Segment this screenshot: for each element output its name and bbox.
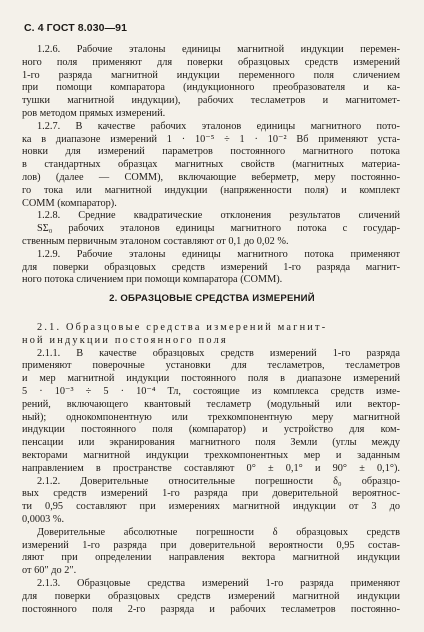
text-line: тушки магнитной индукции), рабочих тесламетров и магнитомет- bbox=[22, 95, 400, 107]
text-line: и мер магнитной индукции постоянного поля в диапазоне измерений bbox=[22, 373, 400, 385]
text-line: ров методом прямых измерений. bbox=[22, 107, 166, 119]
subsection-title: ной индукции постоянного поля bbox=[22, 334, 228, 346]
text-line: рений, включающего квантовый тесламетр (модульный или вектор- bbox=[22, 398, 400, 410]
text-line: 1-го разряда магнитной индукции переменного поля сличением bbox=[22, 69, 400, 81]
text-line: 1.2.8. Средние квадратические отклонения результатов сличений bbox=[37, 210, 400, 222]
text-line: применяют поверочные установки для тесламетров, тесламетров bbox=[22, 360, 400, 372]
text-line: векторами магнитной индукции трехкомпонентных мер и заданным bbox=[22, 449, 400, 461]
text-line: 1.2.9. Рабочие эталоны единицы магнитного потока применяют bbox=[37, 248, 400, 260]
text-line: ного потока сличением при помощи компаратора (СОММ). bbox=[22, 274, 283, 286]
text-line: от 60″ до 2″. bbox=[22, 565, 77, 577]
text-line: Доверительные абсолютные погрешности δ образцовых средств bbox=[37, 526, 400, 538]
text-line: измерений 1-го разряда при доверительной вероятности 0,95 состав- bbox=[22, 539, 400, 551]
text-line: для поверки образцовых средств измерений 1-го разряда магнит- bbox=[22, 261, 400, 273]
page-header: С. 4 ГОСТ 8.030—91 bbox=[24, 22, 128, 34]
text-line: ственным первичным эталоном составляют от 0,1 до 0,02 %. bbox=[22, 235, 289, 247]
text-line: SΣ₀ рабочих эталонов единицы магнитного потока с государ- bbox=[37, 223, 400, 235]
text-line: направлением в пространстве составляют 0° ± 0,1° и 90° ± 0,1°). bbox=[22, 462, 400, 474]
text-line: новки для измерений параметров постоянного магнитного потока bbox=[22, 146, 400, 158]
text-line: 5 · 10⁻³ ÷ 5 · 10⁻⁴ Тл, состоящие из комплекса средств изме- bbox=[22, 385, 400, 397]
text-line: вых средств измерений 1-го разряда при доверительной вероятнос- bbox=[22, 488, 400, 500]
text-line: постоянного поля 2-го разряда и рабочих тесламетров постоянно- bbox=[22, 603, 400, 615]
text-line: 0,0003 %. bbox=[22, 513, 65, 525]
text-line: пенсации или экранирования магнитного поля Земли (углы между bbox=[22, 437, 400, 449]
section-1-2-text bbox=[22, 44, 400, 287]
text-line: 2.1.1. В качестве образцовых средств измерений 1-го разряда bbox=[37, 347, 400, 359]
text-line: лов) (далее — СОММ), включающие веберметр, меру постоянно- bbox=[22, 171, 400, 183]
section-2-text bbox=[22, 322, 400, 616]
text-line: ка в диапазоне измерений 1 · 10⁻⁵ ÷ 1 · 10⁻² Вб применяют уста- bbox=[22, 133, 400, 145]
text-line: 2.1.2. Доверительные относительные погрешности δ₀ образцо- bbox=[37, 475, 400, 487]
text-line: ляют при определении направления вектора магнитной индукции bbox=[22, 552, 400, 564]
text-line: 2.1.3. Образцовые средства измерений 1-го разряда применяют bbox=[37, 577, 400, 589]
section-heading: 2. ОБРАЗЦОВЫЕ СРЕДСТВА ИЗМЕРЕНИЙ bbox=[109, 293, 315, 304]
text-line: 1.2.7. В качестве рабочих эталонов единицы магнитного пото- bbox=[37, 120, 400, 132]
text-line: 1.2.6. Рабочие эталоны единицы магнитной индукции перемен- bbox=[37, 44, 400, 55]
text-line: ный); однокомпонентную или трехкомпонентную меру магнитной bbox=[22, 411, 400, 423]
text-line: для поверки образцовых средств измерений магнитной индукции bbox=[22, 590, 400, 602]
text-line: ного поля применяют для поверки образцовых средств измерений bbox=[22, 56, 400, 68]
text-line: го тока или магнитной индукции (напряженности поля) и комплект bbox=[22, 184, 400, 196]
subsection-title: 2.1. Образцовые средства измерений магнит- bbox=[37, 322, 328, 333]
text-line: в стандартных образцах магнитных свойств (магнитных материа- bbox=[22, 159, 400, 171]
text-line: ти 0,95 составляют при измерениях магнитной индукции от 3 до bbox=[22, 501, 400, 513]
text-line: при помощи компаратора (индукционного преобразователя и ка- bbox=[22, 82, 400, 94]
text-line: индукции постоянного поля (компаратор) и устройство для ком- bbox=[22, 424, 400, 436]
text-line: СОММ (компаратор). bbox=[22, 197, 117, 209]
